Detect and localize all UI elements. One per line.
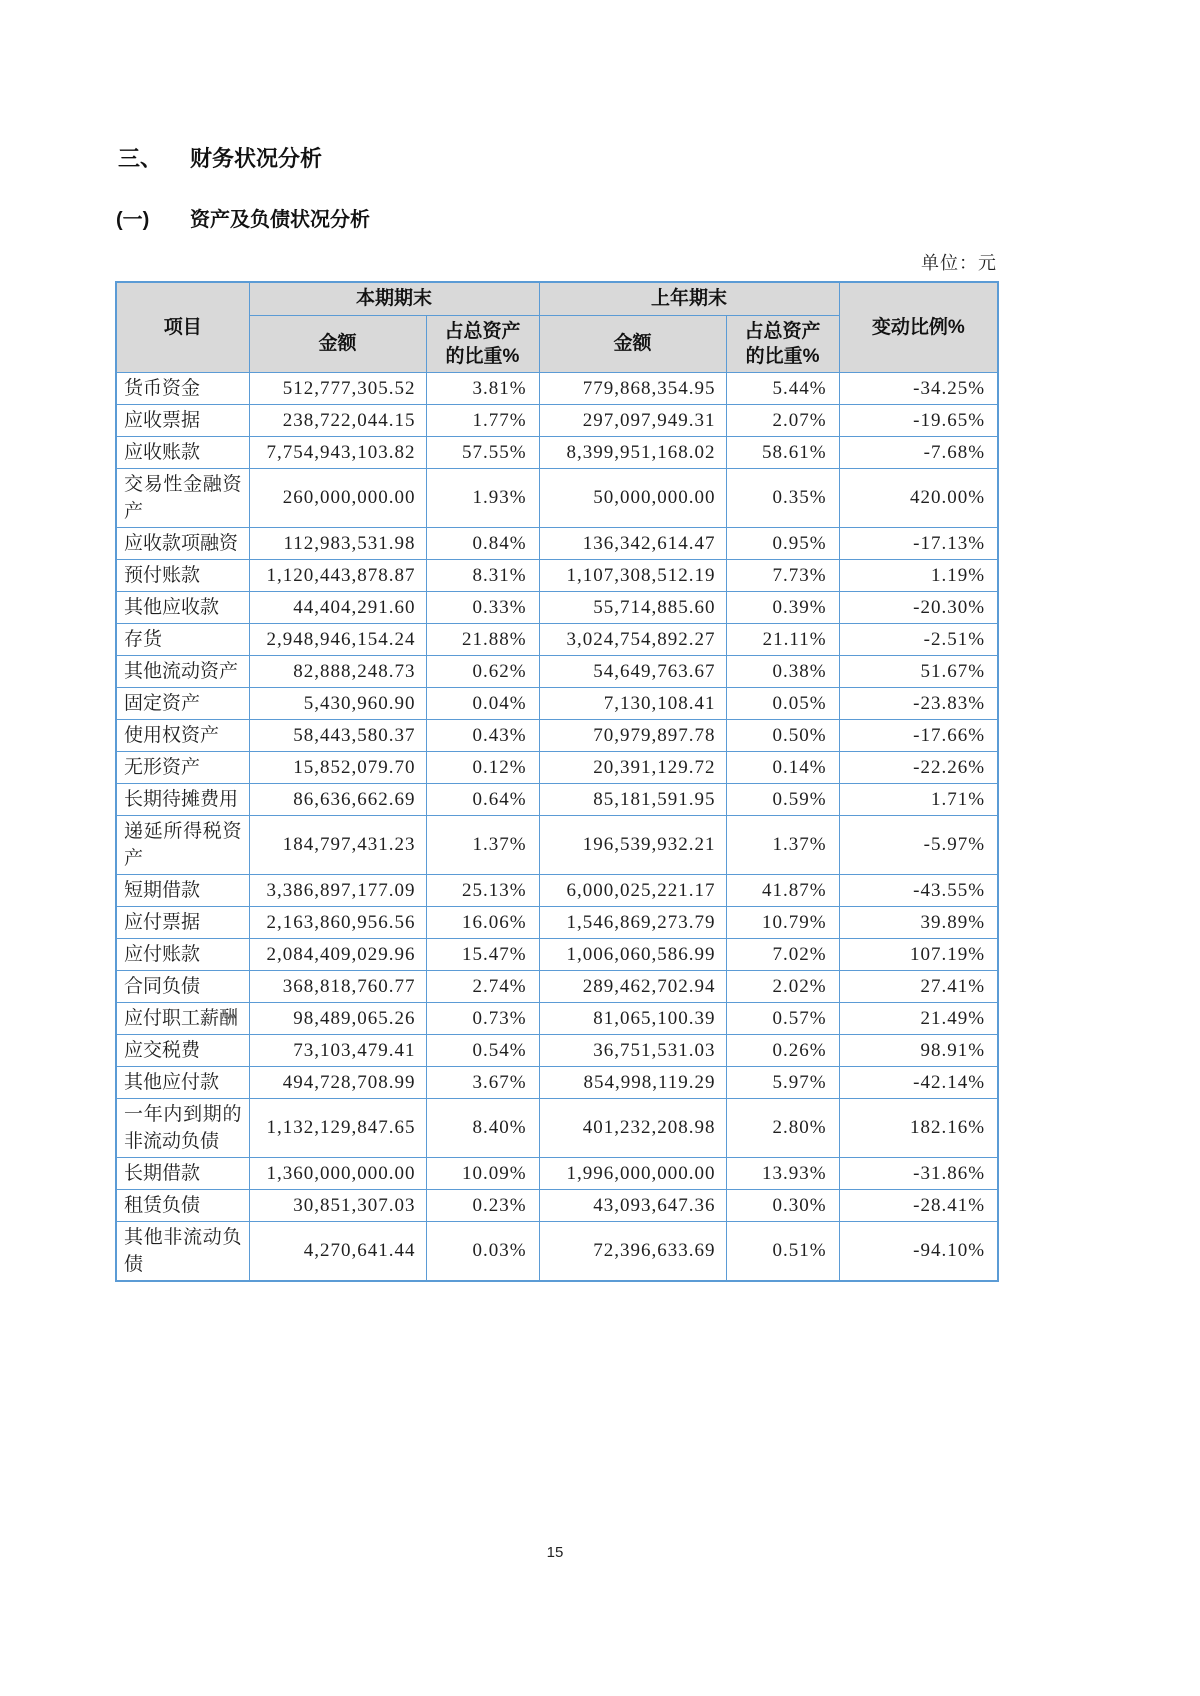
cell-current-amount: 368,818,760.77	[249, 970, 426, 1002]
cell-prior-pct: 2.02%	[726, 970, 839, 1002]
cell-current-amount: 1,120,443,878.87	[249, 559, 426, 591]
cell-current-amount: 494,728,708.99	[249, 1066, 426, 1098]
cell-prior-pct: 0.95%	[726, 527, 839, 559]
cell-prior-pct: 10.79%	[726, 906, 839, 938]
cell-prior-amount: 70,979,897.78	[539, 719, 726, 751]
section-heading	[118, 142, 322, 173]
cell-prior-amount: 1,546,869,273.79	[539, 906, 726, 938]
cell-item-label: 应收款项融资	[116, 527, 249, 559]
cell-current-pct: 1.37%	[426, 815, 539, 874]
cell-current-amount: 4,270,641.44	[249, 1221, 426, 1281]
cell-item-label: 租赁负债	[116, 1189, 249, 1221]
header-row-groups	[116, 282, 998, 315]
table-row	[116, 815, 998, 874]
cell-current-amount: 82,888,248.73	[249, 655, 426, 687]
cell-item-label: 使用权资产	[116, 719, 249, 751]
table-row	[116, 559, 998, 591]
cell-current-pct: 0.23%	[426, 1189, 539, 1221]
cell-current-amount: 98,489,065.26	[249, 1002, 426, 1034]
cell-item-label: 交易性金融资产	[116, 468, 249, 527]
table-row	[116, 1189, 998, 1221]
cell-current-pct: 0.04%	[426, 687, 539, 719]
cell-prior-pct: 2.07%	[726, 404, 839, 436]
cell-current-amount: 44,404,291.60	[249, 591, 426, 623]
cell-current-pct: 8.40%	[426, 1098, 539, 1157]
cell-item-label: 其他流动资产	[116, 655, 249, 687]
header-prior-pct	[726, 315, 839, 372]
cell-item-label: 固定资产	[116, 687, 249, 719]
cell-item-label: 其他非流动负债	[116, 1221, 249, 1281]
table-row	[116, 719, 998, 751]
table-row	[116, 751, 998, 783]
table-row	[116, 372, 998, 404]
cell-change-pct: -94.10%	[839, 1221, 998, 1281]
cell-current-pct: 2.74%	[426, 970, 539, 1002]
table-row	[116, 1157, 998, 1189]
cell-change-pct: -2.51%	[839, 623, 998, 655]
table-row	[116, 623, 998, 655]
table-row	[116, 687, 998, 719]
cell-current-pct: 0.33%	[426, 591, 539, 623]
cell-current-amount: 1,132,129,847.65	[249, 1098, 426, 1157]
cell-change-pct: -5.97%	[839, 815, 998, 874]
table-row	[116, 527, 998, 559]
cell-item-label: 短期借款	[116, 874, 249, 906]
cell-current-amount: 73,103,479.41	[249, 1034, 426, 1066]
header-current-period: 本期期末	[249, 282, 539, 315]
cell-prior-pct: 0.05%	[726, 687, 839, 719]
cell-prior-pct: 0.50%	[726, 719, 839, 751]
subsection-heading	[116, 203, 370, 232]
subsection-number: (一)	[116, 209, 150, 231]
cell-current-amount: 184,797,431.23	[249, 815, 426, 874]
cell-prior-pct: 7.02%	[726, 938, 839, 970]
cell-item-label: 应收账款	[116, 436, 249, 468]
cell-change-pct: 182.16%	[839, 1098, 998, 1157]
cell-prior-amount: 1,996,000,000.00	[539, 1157, 726, 1189]
cell-item-label: 无形资产	[116, 751, 249, 783]
cell-current-pct: 0.12%	[426, 751, 539, 783]
cell-prior-amount: 81,065,100.39	[539, 1002, 726, 1034]
cell-current-amount: 512,777,305.52	[249, 372, 426, 404]
cell-prior-pct: 0.30%	[726, 1189, 839, 1221]
cell-prior-pct: 58.61%	[726, 436, 839, 468]
cell-prior-pct: 0.14%	[726, 751, 839, 783]
cell-current-amount: 7,754,943,103.82	[249, 436, 426, 468]
cell-prior-pct: 0.39%	[726, 591, 839, 623]
section-number: 三、	[118, 146, 163, 171]
cell-prior-pct: 0.57%	[726, 1002, 839, 1034]
header-pct-line2: 的比重%	[445, 345, 520, 367]
cell-current-pct: 21.88%	[426, 623, 539, 655]
header-prior-amount: 金额	[539, 315, 726, 372]
cell-prior-amount: 36,751,531.03	[539, 1034, 726, 1066]
table-row	[116, 468, 998, 527]
cell-prior-amount: 854,998,119.29	[539, 1066, 726, 1098]
cell-change-pct: 21.49%	[839, 1002, 998, 1034]
cell-prior-amount: 3,024,754,892.27	[539, 623, 726, 655]
table-row	[116, 906, 998, 938]
cell-item-label: 应交税费	[116, 1034, 249, 1066]
table-row	[116, 874, 998, 906]
cell-change-pct: -17.66%	[839, 719, 998, 751]
cell-change-pct: -22.26%	[839, 751, 998, 783]
subsection-title: 资产及负债状况分析	[190, 209, 370, 231]
table-row	[116, 970, 998, 1002]
table-row	[116, 591, 998, 623]
cell-prior-pct: 0.35%	[726, 468, 839, 527]
cell-current-pct: 57.55%	[426, 436, 539, 468]
cell-current-pct: 15.47%	[426, 938, 539, 970]
table-row	[116, 1066, 998, 1098]
header-pct-line1: 占总资产	[744, 320, 821, 342]
cell-current-pct: 0.64%	[426, 783, 539, 815]
cell-prior-amount: 289,462,702.94	[539, 970, 726, 1002]
cell-current-pct: 1.77%	[426, 404, 539, 436]
cell-prior-pct: 0.51%	[726, 1221, 839, 1281]
cell-current-amount: 3,386,897,177.09	[249, 874, 426, 906]
cell-current-pct: 8.31%	[426, 559, 539, 591]
cell-current-pct: 0.54%	[426, 1034, 539, 1066]
cell-prior-amount: 779,868,354.95	[539, 372, 726, 404]
table-row	[116, 655, 998, 687]
cell-current-amount: 112,983,531.98	[249, 527, 426, 559]
cell-prior-amount: 196,539,932.21	[539, 815, 726, 874]
cell-prior-amount: 43,093,647.36	[539, 1189, 726, 1221]
cell-prior-amount: 85,181,591.95	[539, 783, 726, 815]
table-body	[116, 372, 998, 1281]
cell-prior-pct: 0.26%	[726, 1034, 839, 1066]
cell-current-pct: 0.73%	[426, 1002, 539, 1034]
unit-label: 单位：元	[921, 253, 997, 273]
cell-change-pct: -31.86%	[839, 1157, 998, 1189]
cell-prior-amount: 297,097,949.31	[539, 404, 726, 436]
header-current-pct	[426, 315, 539, 372]
cell-prior-amount: 136,342,614.47	[539, 527, 726, 559]
page-number: 15	[546, 1544, 564, 1561]
cell-prior-pct: 41.87%	[726, 874, 839, 906]
cell-prior-amount: 1,107,308,512.19	[539, 559, 726, 591]
header-pct-line1: 占总资产	[444, 320, 521, 342]
cell-prior-amount: 6,000,025,221.17	[539, 874, 726, 906]
cell-prior-amount: 401,232,208.98	[539, 1098, 726, 1157]
cell-change-pct: -34.25%	[839, 372, 998, 404]
cell-change-pct: -42.14%	[839, 1066, 998, 1098]
cell-prior-pct: 5.97%	[726, 1066, 839, 1098]
cell-change-pct: -43.55%	[839, 874, 998, 906]
cell-current-amount: 2,948,946,154.24	[249, 623, 426, 655]
table-row	[116, 938, 998, 970]
cell-item-label: 长期待摊费用	[116, 783, 249, 815]
header-item: 项目	[116, 282, 249, 372]
cell-change-pct: 1.71%	[839, 783, 998, 815]
table-header	[116, 282, 998, 372]
cell-item-label: 一年内到期的非流动负债	[116, 1098, 249, 1157]
cell-prior-pct: 0.59%	[726, 783, 839, 815]
cell-change-pct: 1.19%	[839, 559, 998, 591]
cell-item-label: 应付票据	[116, 906, 249, 938]
cell-current-pct: 3.67%	[426, 1066, 539, 1098]
table-row	[116, 1221, 998, 1281]
cell-prior-pct: 2.80%	[726, 1098, 839, 1157]
cell-item-label: 其他应付款	[116, 1066, 249, 1098]
cell-prior-pct: 13.93%	[726, 1157, 839, 1189]
cell-item-label: 其他应收款	[116, 591, 249, 623]
cell-current-pct: 0.43%	[426, 719, 539, 751]
cell-prior-pct: 0.38%	[726, 655, 839, 687]
cell-prior-pct: 5.44%	[726, 372, 839, 404]
cell-item-label: 预付账款	[116, 559, 249, 591]
cell-current-amount: 2,084,409,029.96	[249, 938, 426, 970]
cell-item-label: 递延所得税资产	[116, 815, 249, 874]
cell-item-label: 存货	[116, 623, 249, 655]
cell-change-pct: -19.65%	[839, 404, 998, 436]
cell-change-pct: 27.41%	[839, 970, 998, 1002]
cell-current-pct: 10.09%	[426, 1157, 539, 1189]
table-row	[116, 783, 998, 815]
cell-item-label: 长期借款	[116, 1157, 249, 1189]
cell-current-amount: 30,851,307.03	[249, 1189, 426, 1221]
cell-change-pct: -23.83%	[839, 687, 998, 719]
table-row	[116, 1034, 998, 1066]
header-pct-line2: 的比重%	[745, 345, 820, 367]
cell-prior-amount: 20,391,129.72	[539, 751, 726, 783]
cell-change-pct: 51.67%	[839, 655, 998, 687]
cell-prior-pct: 7.73%	[726, 559, 839, 591]
cell-change-pct: -28.41%	[839, 1189, 998, 1221]
cell-current-amount: 58,443,580.37	[249, 719, 426, 751]
cell-prior-amount: 72,396,633.69	[539, 1221, 726, 1281]
section-title: 财务状况分析	[190, 146, 323, 171]
header-current-amount: 金额	[249, 315, 426, 372]
cell-prior-amount: 54,649,763.67	[539, 655, 726, 687]
cell-current-pct: 0.62%	[426, 655, 539, 687]
financial-table	[115, 281, 999, 1282]
cell-prior-amount: 50,000,000.00	[539, 468, 726, 527]
cell-change-pct: 107.19%	[839, 938, 998, 970]
cell-current-pct: 0.84%	[426, 527, 539, 559]
cell-prior-amount: 8,399,951,168.02	[539, 436, 726, 468]
cell-change-pct: -17.13%	[839, 527, 998, 559]
cell-current-amount: 2,163,860,956.56	[249, 906, 426, 938]
cell-change-pct: 98.91%	[839, 1034, 998, 1066]
cell-prior-pct: 21.11%	[726, 623, 839, 655]
cell-prior-pct: 1.37%	[726, 815, 839, 874]
header-change-ratio: 变动比例%	[839, 282, 998, 372]
cell-prior-amount: 1,006,060,586.99	[539, 938, 726, 970]
cell-item-label: 应收票据	[116, 404, 249, 436]
cell-current-amount: 15,852,079.70	[249, 751, 426, 783]
cell-item-label: 应付账款	[116, 938, 249, 970]
cell-change-pct: 39.89%	[839, 906, 998, 938]
cell-item-label: 合同负债	[116, 970, 249, 1002]
cell-current-pct: 0.03%	[426, 1221, 539, 1281]
cell-current-amount: 238,722,044.15	[249, 404, 426, 436]
cell-change-pct: -20.30%	[839, 591, 998, 623]
cell-prior-amount: 55,714,885.60	[539, 591, 726, 623]
cell-item-label: 应付职工薪酬	[116, 1002, 249, 1034]
table-row	[116, 1002, 998, 1034]
cell-change-pct: 420.00%	[839, 468, 998, 527]
table-row	[116, 404, 998, 436]
header-prior-period: 上年期末	[539, 282, 839, 315]
cell-prior-amount: 7,130,108.41	[539, 687, 726, 719]
cell-item-label: 货币资金	[116, 372, 249, 404]
table-row	[116, 1098, 998, 1157]
cell-current-amount: 260,000,000.00	[249, 468, 426, 527]
cell-change-pct: -7.68%	[839, 436, 998, 468]
cell-current-pct: 25.13%	[426, 874, 539, 906]
cell-current-amount: 1,360,000,000.00	[249, 1157, 426, 1189]
cell-current-pct: 3.81%	[426, 372, 539, 404]
table-row	[116, 436, 998, 468]
cell-current-amount: 5,430,960.90	[249, 687, 426, 719]
cell-current-pct: 1.93%	[426, 468, 539, 527]
cell-current-amount: 86,636,662.69	[249, 783, 426, 815]
cell-current-pct: 16.06%	[426, 906, 539, 938]
